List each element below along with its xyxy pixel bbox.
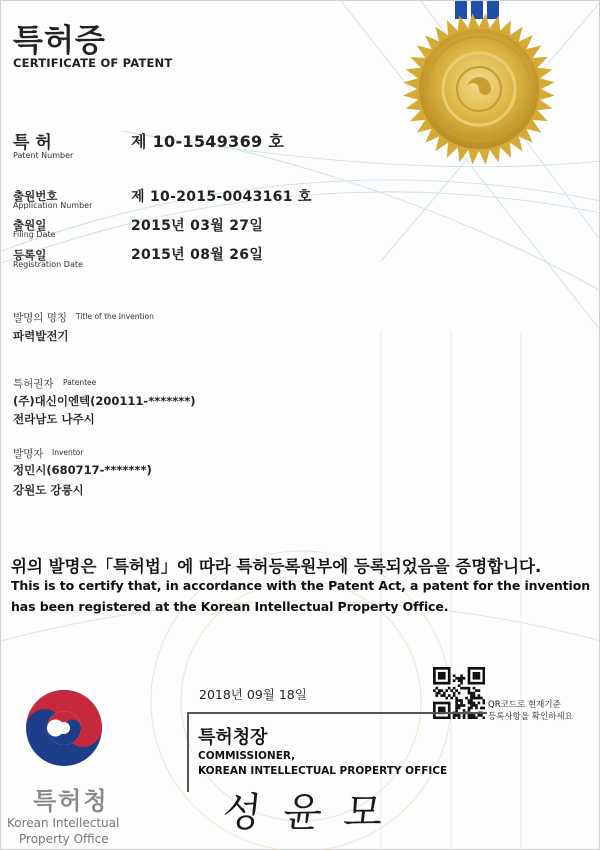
application-number-label-en: Application Number: [13, 201, 93, 210]
patentee-name: (주)대신이엔텍(200111-*******): [13, 394, 196, 408]
inventor-name: 정민시(680717-*******): [13, 463, 152, 477]
registration-date-value: 2015년 08월 26일: [131, 247, 264, 263]
registration-date-label: 등록일: [13, 248, 47, 262]
organization-name-en-line2: Property Office: [19, 832, 109, 846]
commissioner-title-en-line1: COMMISSIONER,: [198, 750, 296, 762]
kipo-taegeuk-logo-icon: [23, 687, 105, 769]
patentee-label-en: Patentee: [63, 378, 97, 387]
commissioner-signature: 성윤모: [220, 790, 407, 836]
commissioner-title-en-line2: KOREAN INTELLECTUAL PROPERTY OFFICE: [198, 765, 448, 777]
commissioner-title-ko: 특허청장: [198, 727, 268, 748]
inventor-address: 강원도 강릉시: [13, 483, 84, 497]
invention-title-value: 파력발전기: [13, 329, 69, 343]
application-number-value: 제 10-2015-0043161 호: [131, 189, 312, 205]
inventor-label: 발명자: [13, 448, 44, 460]
filing-date-label-en: Filing Date: [13, 230, 56, 239]
issue-date: 2018년 09월 18일: [199, 687, 307, 702]
patentee-address: 전라남도 나주시: [13, 412, 95, 426]
filing-date-label: 출원일: [13, 218, 47, 232]
application-number-label: 출원번호: [13, 189, 58, 203]
certification-text-en-line2: has been registered at the Korean Intellectual Property Office.: [11, 599, 449, 614]
organization-name-ko: 특허청: [33, 787, 109, 815]
signature-frame-left: [187, 712, 189, 792]
patent-number-label-en: Patent Number: [13, 151, 74, 160]
certificate-title: 특허증: [13, 23, 106, 59]
qr-caption-line2: 등록사항을 확인하세요: [488, 712, 573, 722]
invention-title-label: 발명의 명칭: [13, 312, 68, 324]
invention-title-label-en: Title of the Invention: [76, 312, 154, 321]
certification-text-ko: 위의 발명은「특허법」에 따라 특허등록원부에 등록되었음을 증명합니다.: [11, 557, 542, 576]
patentee-label: 특허권자: [13, 378, 54, 390]
gold-seal-icon: [401, 11, 557, 167]
signature-frame-top: [187, 712, 487, 714]
inventor-label-en: Inventor: [52, 448, 84, 457]
qr-caption-line1: QR코드로 현재기준: [488, 700, 561, 710]
organization-name-en-line1: Korean Intellectual: [7, 816, 120, 830]
patent-number-value: 제 10-1549369 호: [131, 132, 285, 151]
certification-text-en-line1: This is to certify that, in accordance with the Patent Act, a patent for the invention: [11, 578, 591, 593]
certificate-title-en: CERTIFICATE OF PATENT: [13, 56, 173, 70]
registration-date-label-en: Registration Date: [13, 260, 83, 269]
filing-date-value: 2015년 03월 27일: [131, 218, 264, 234]
patent-number-label: 특 허: [13, 133, 52, 153]
